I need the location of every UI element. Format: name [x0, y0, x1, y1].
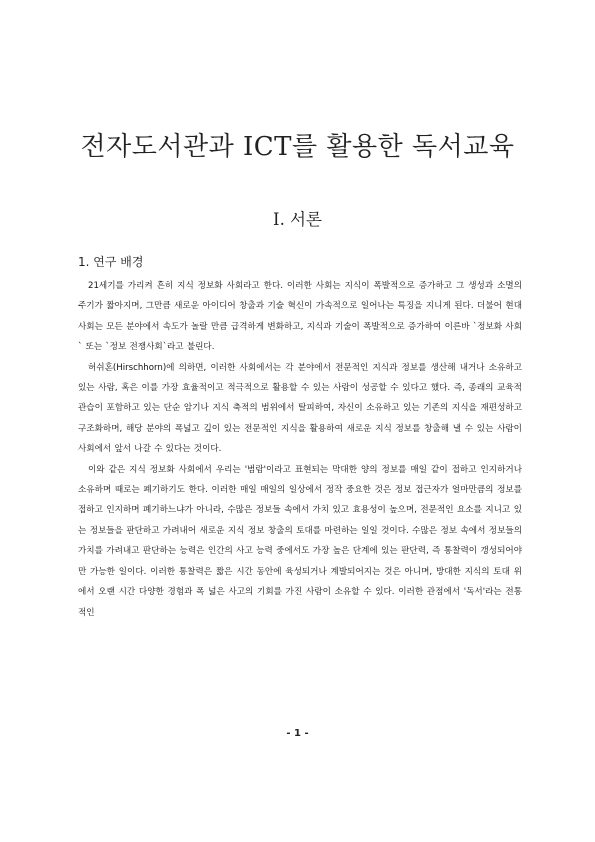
- subsection-title: 1. 연구 배경: [78, 255, 144, 269]
- page-number: - 1 -: [286, 728, 309, 739]
- paragraph: 21세기를 가리켜 흔히 지식 정보화 사회라고 한다. 이러한 사회는 지식이 폭발적으로 증가하고 그 생성과 소멸의 주기가 짧아지며, 그만큼 새로운 아이디어 창출과 기술 혁신이 가속적으로 일어나는 특징을 지니게 된다. 더불어 현대 사회는 모든 분야에서 속도가 놀랄 만큼 급격하게 변화하고, 지식과 기술이 폭발적으로 증가하여 이른바 `정보화 사회` 또는 `정보 전쟁사회`라고 불린다.: [78, 281, 522, 353]
- paragraph: 허쉬혼(Hirschhorn)에 의하면, 이러한 사회에서는 각 분야에서 전문적인 지식과 정보를 생산해 내거나 소유하고 있는 사람, 혹은 이를 가장 효율적이고 적극적으로 활용할 수 있는 사람이 성공할 수 있다고 했다. 즉, 종래의 교육적 관습이 포함하고 있는 단순 암기나 지식 축적의 범위에서 탈피하여, 자신이 소유하고 있는 기존의 지식을 재편성하고 구조화하며, 해당 분야의 폭넓고 깊이 있는 전문적인 지식을 활용하여 새로운 지식 정보를 창출해 낼 수 있는 사람이 사회에서 앞서 나갈 수 있다는 것이다.: [78, 362, 522, 455]
- body-text: [78, 276, 522, 623]
- section-title: Ⅰ. 서론: [273, 210, 322, 229]
- paragraph: 이와 같은 지식 정보화 사회에서 우리는 '범람'이라고 표현되는 막대한 양의 정보를 매일 같이 접하고 인지하거나 소유하며 때로는 폐기하기도 한다. 이러한 매일 매일의 일상에서 정작 중요한 것은 정보 접근자가 얼마만큼의 정보를 접하고 인지하며 폐기하느냐가 아니라, 수많은 정보들 속에서 가치 있고 효용성이 높으며, 전문적인 요소를 지니고 있는 정보들을 판단하고 가려내어 새로운 지식 정보 창출의 토대를 마련하는 일일 것이다. 수많은 정보 속에서 정보들의 가치를 가려내고 판단하는 능력은 인간의 사고 능력 중에서도 가장 높은 단계에 있는 판단력, 즉 통찰력이 갱성되어야만 가능한 일이다. 이러한 통찰력은 짧은 시간 동안에 육성되거나 계발되어지는 것은 아니며, 방대한 지식의 토대 위에서 오랜 시간 다양한 경험과 폭 넓은 사고의 기회를 가진 사람이 소유할 수 있다. 이러한 관점에서 '독서'라는 전통적인: [78, 464, 522, 618]
- document-title: 전자도서관과 ICT를 활용한 독서교육: [80, 132, 515, 162]
